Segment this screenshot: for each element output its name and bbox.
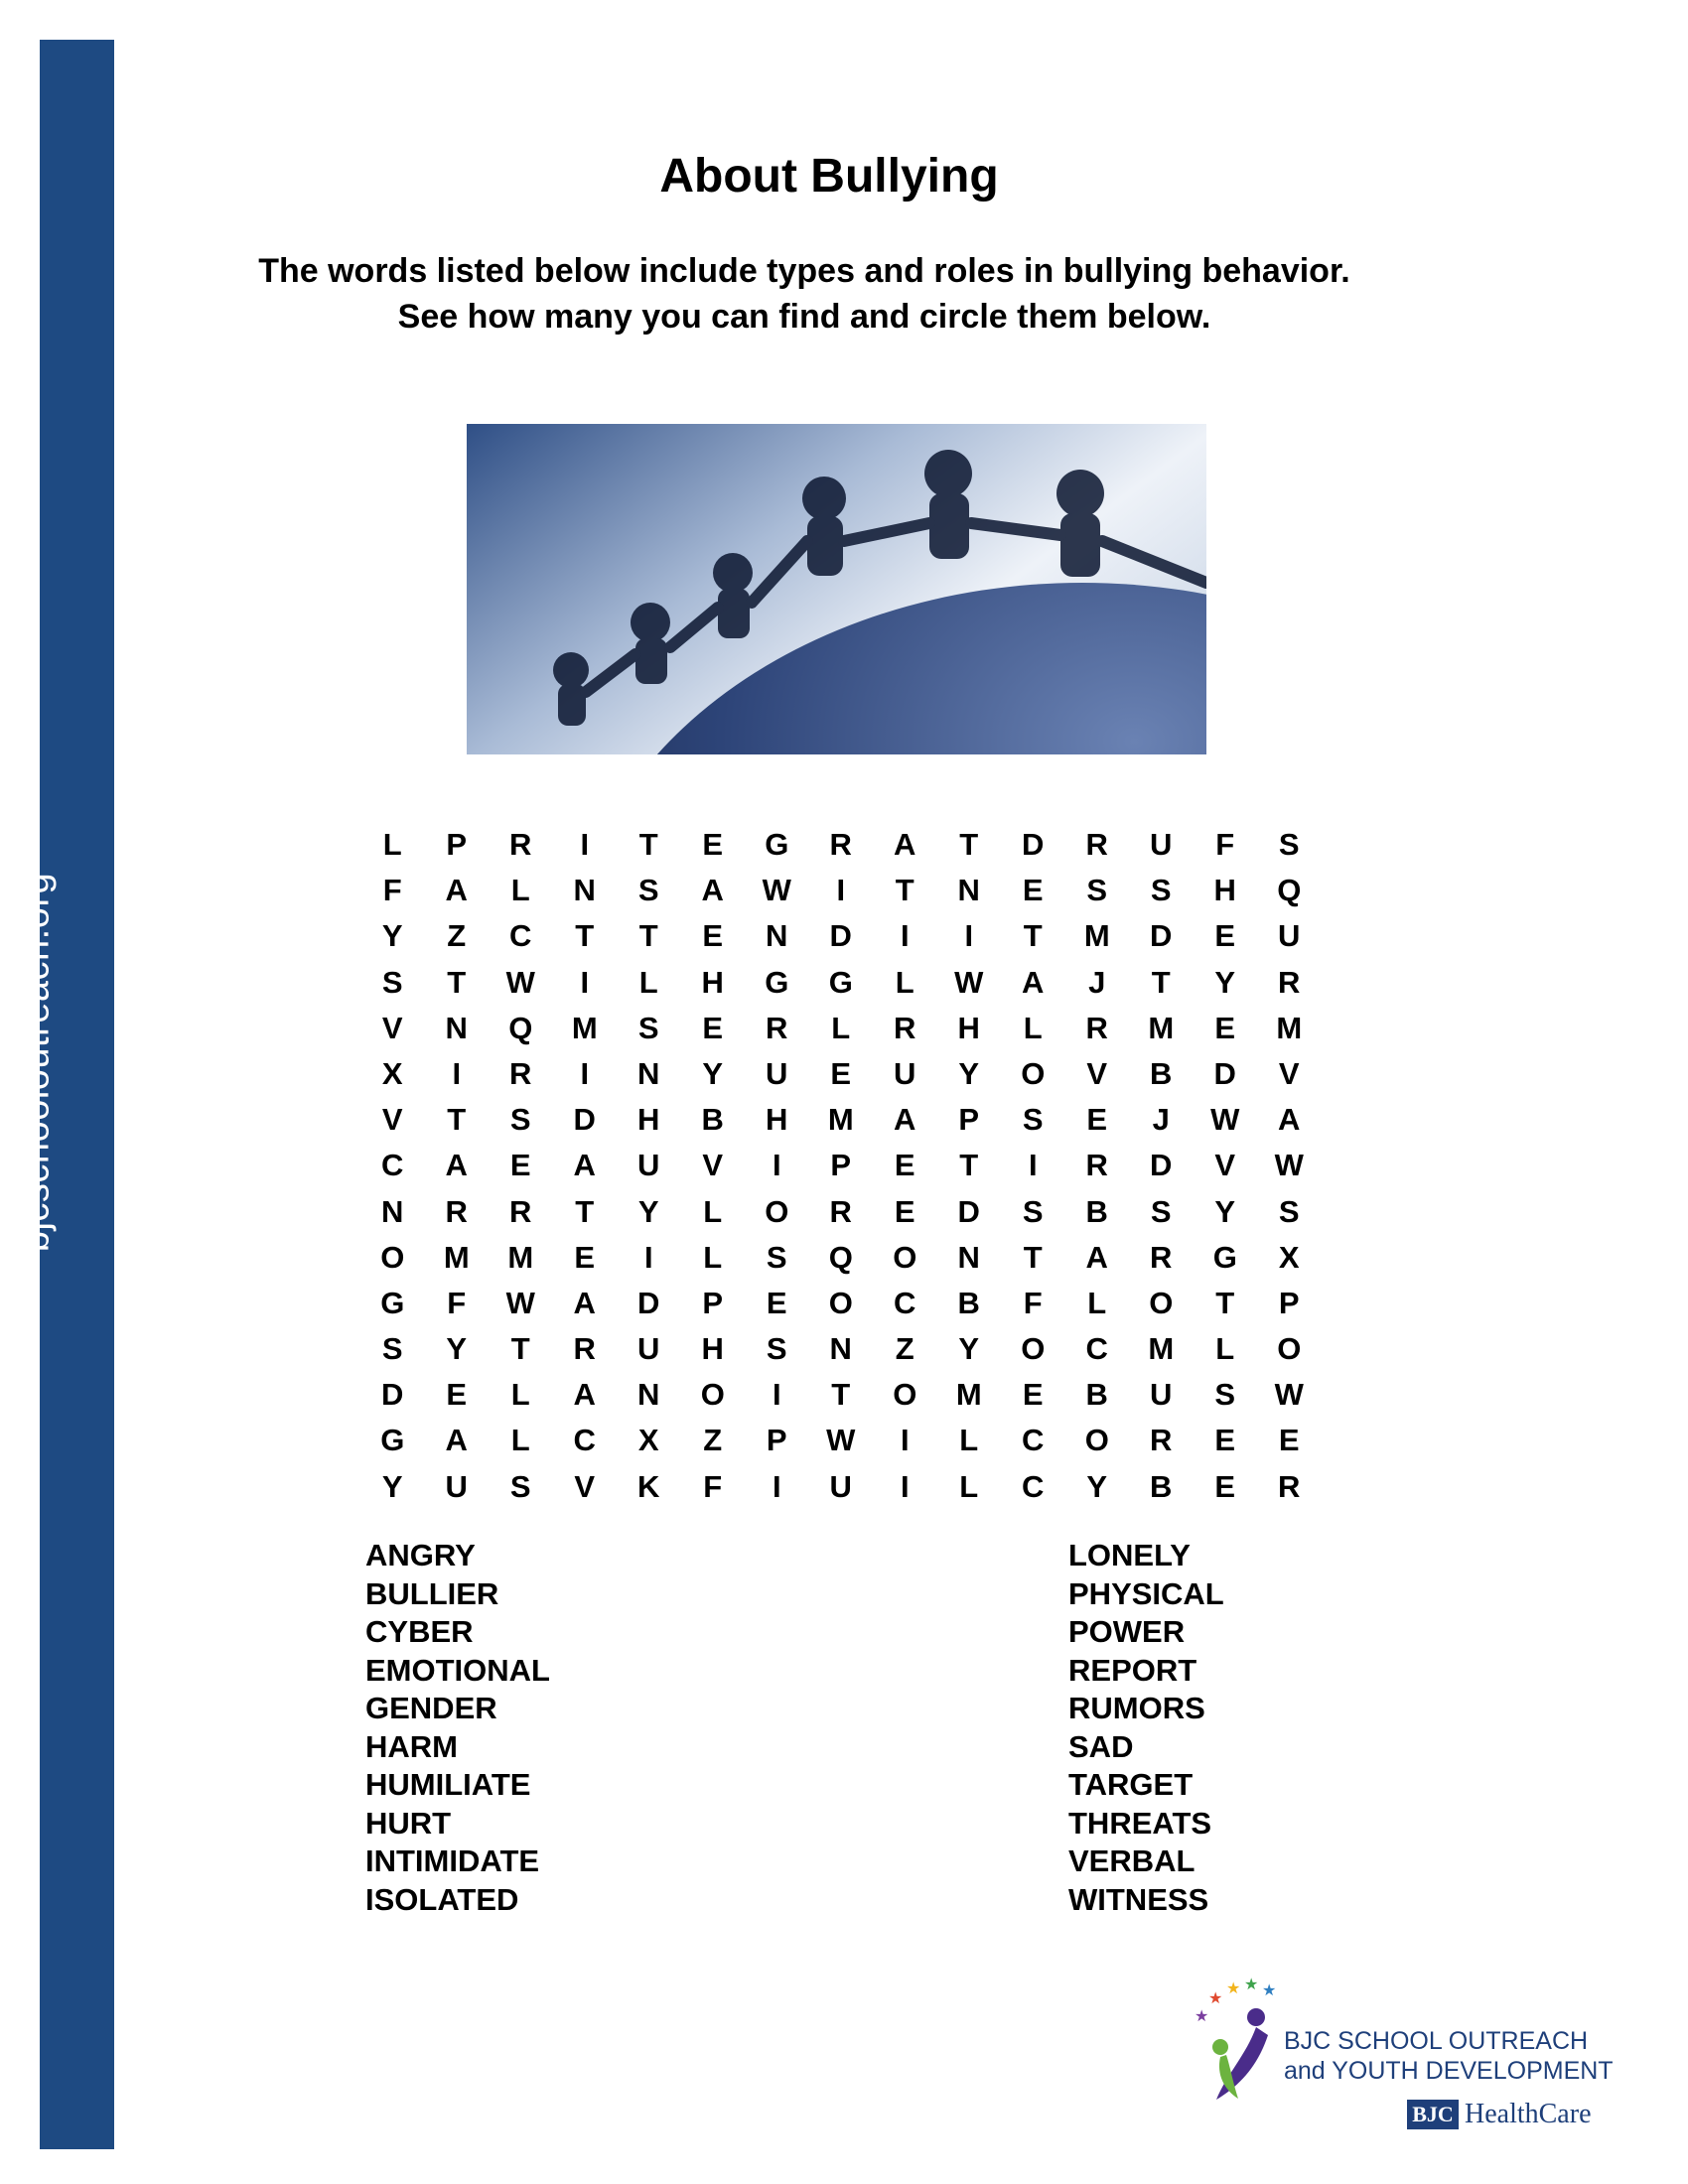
word-list-item: GENDER [365,1691,497,1725]
puzzle-cell[interactable]: E [509,1148,531,1183]
puzzle-cell[interactable]: V [1214,1148,1236,1183]
puzzle-cell[interactable]: T [638,827,658,862]
puzzle-cell[interactable]: C [1022,1468,1045,1504]
puzzle-cell[interactable]: S [381,1331,403,1367]
puzzle-cell[interactable]: E [574,1239,596,1275]
puzzle-cell[interactable]: E [1214,1010,1236,1045]
puzzle-cell[interactable]: S [509,1468,531,1504]
puzzle-cell[interactable]: R [1278,964,1301,1000]
puzzle-cell[interactable]: T [959,827,979,862]
puzzle-cell[interactable]: V [1278,1055,1300,1091]
puzzle-cell[interactable]: I [580,827,590,862]
puzzle-cell[interactable]: N [637,1055,660,1091]
puzzle-cell[interactable]: M [1148,1331,1175,1367]
puzzle-cell[interactable]: T [1023,918,1043,954]
puzzle-cell[interactable]: F [382,873,402,908]
puzzle-cell[interactable]: T [1151,964,1171,1000]
puzzle-cell[interactable]: T [959,1148,979,1183]
puzzle-cell[interactable]: H [1213,873,1236,908]
word-list-item: TARGET [1068,1767,1194,1802]
puzzle-cell[interactable]: N [637,1377,660,1413]
puzzle-cell[interactable]: L [510,873,530,908]
puzzle-cell[interactable]: R [509,827,532,862]
puzzle-cell[interactable]: R [1085,1010,1108,1045]
puzzle-cell[interactable]: V [1086,1055,1108,1091]
puzzle-cell[interactable]: A [701,873,724,908]
puzzle-cell[interactable]: M [1276,1010,1303,1045]
puzzle-cell[interactable]: O [765,1193,789,1229]
puzzle-cell[interactable]: L [1023,1010,1043,1045]
puzzle-cell[interactable]: G [1212,1239,1237,1275]
puzzle-cell[interactable]: S [637,1010,659,1045]
puzzle-cell[interactable]: B [957,1285,980,1320]
puzzle-cell[interactable]: S [1150,1193,1172,1229]
puzzle-cell[interactable]: R [1150,1423,1173,1458]
puzzle-cell[interactable]: X [1278,1239,1300,1275]
svg-text:★: ★ [1226,1979,1241,1997]
word-list-item: VERBAL [1068,1843,1196,1878]
puzzle-cell[interactable]: L [638,964,658,1000]
puzzle-cell[interactable]: S [1214,1377,1236,1413]
puzzle-cell[interactable]: U [637,1148,660,1183]
sidebar-url-text: bjcschooloutreach.org [15,872,58,1253]
word-list-item: THREATS [1068,1805,1212,1841]
puzzle-cell[interactable]: S [1278,827,1300,862]
puzzle-cell[interactable]: O [1277,1331,1302,1367]
puzzle-cell[interactable]: N [445,1010,468,1045]
puzzle-cell[interactable]: A [573,1377,596,1413]
word-list-item: BULLIER [365,1575,499,1611]
puzzle-cell[interactable]: L [959,1468,979,1504]
puzzle-cell[interactable]: T [447,964,467,1000]
puzzle-cell[interactable]: R [1150,1239,1173,1275]
word-search-grid[interactable] [360,822,1322,1510]
puzzle-cell[interactable]: U [829,1468,852,1504]
puzzle-cell[interactable]: E [1214,1468,1236,1504]
puzzle-cell[interactable]: M [1148,1010,1175,1045]
puzzle-cell[interactable]: P [830,1148,852,1183]
puzzle-cell[interactable]: S [509,1102,531,1138]
puzzle-cell[interactable]: Y [958,1331,980,1367]
puzzle-cell[interactable]: T [1215,1285,1235,1320]
puzzle-cell[interactable]: U [1150,827,1173,862]
puzzle-cell[interactable]: Q [828,1239,853,1275]
puzzle-cell[interactable]: I [580,1055,590,1091]
stars-figure-icon [1187,1976,1286,2105]
puzzle-cell[interactable]: J [1152,1102,1170,1138]
puzzle-cell[interactable]: D [1150,918,1173,954]
word-list-item: ISOLATED [365,1881,519,1917]
puzzle-cell[interactable]: L [382,827,402,862]
puzzle-cell[interactable]: Q [1277,873,1302,908]
puzzle-cell[interactable]: N [957,1239,980,1275]
puzzle-cell[interactable]: N [829,1331,852,1367]
bjc-logo [1187,1976,1614,2134]
puzzle-cell[interactable]: N [573,873,596,908]
puzzle-cell[interactable]: S [1022,1193,1044,1229]
puzzle-cell[interactable]: W [762,873,791,908]
puzzle-cell[interactable]: Y [446,1331,468,1367]
puzzle-cell[interactable]: E [894,1193,915,1229]
puzzle-cell[interactable]: L [1087,1285,1107,1320]
puzzle-cell[interactable]: S [766,1331,787,1367]
puzzle-cell[interactable]: B [1085,1377,1108,1413]
word-list-item: REPORT [1068,1652,1197,1688]
puzzle-cell[interactable]: L [510,1423,530,1458]
puzzle-cell[interactable]: Y [1214,1193,1236,1229]
svg-text:★: ★ [1208,1988,1223,2007]
puzzle-cell[interactable]: I [772,1148,781,1183]
word-list-item: CYBER [365,1614,474,1649]
puzzle-cell[interactable]: T [638,918,658,954]
word-list-item: HUMILIATE [365,1767,531,1802]
puzzle-cell[interactable]: I [836,873,846,908]
puzzle-cell[interactable]: L [703,1239,723,1275]
puzzle-cell[interactable]: E [1278,1423,1300,1458]
puzzle-cell[interactable]: M [827,1102,854,1138]
puzzle-cell[interactable]: W [1274,1377,1304,1413]
word-list-item: LONELY [1068,1538,1191,1572]
puzzle-cell[interactable]: W [826,1423,856,1458]
puzzle-cell[interactable]: T [575,918,595,954]
puzzle-cell[interactable]: Q [508,1010,533,1045]
puzzle-cell[interactable]: O [1084,1423,1109,1458]
svg-text:★: ★ [1244,1976,1259,1993]
puzzle-cell[interactable]: A [445,873,468,908]
puzzle-cell[interactable]: A [894,1102,916,1138]
puzzle-cell[interactable]: S [1022,1102,1044,1138]
puzzle-cell[interactable]: C [509,918,532,954]
puzzle-cell[interactable]: P [1278,1285,1300,1320]
puzzle-cell[interactable]: E [702,827,724,862]
puzzle-cell[interactable]: T [575,1193,595,1229]
puzzle-cell[interactable]: N [957,873,980,908]
word-list-item: RUMORS [1068,1691,1205,1725]
puzzle-cell[interactable]: A [1278,1102,1301,1138]
puzzle-cell[interactable]: G [765,827,789,862]
puzzle-cell[interactable]: O [828,1285,853,1320]
puzzle-cell[interactable]: G [380,1423,405,1458]
puzzle-cell[interactable]: Z [447,918,467,954]
healthcare-text: HealthCare [1465,2099,1592,2129]
puzzle-cell[interactable]: H [701,1331,724,1367]
puzzle-cell[interactable]: P [446,827,468,862]
puzzle-cell[interactable]: Y [1086,1468,1108,1504]
puzzle-cell[interactable]: V [381,1102,403,1138]
word-list-item: HURT [365,1805,452,1841]
puzzle-cell[interactable]: B [701,1102,724,1138]
puzzle-cell[interactable]: O [700,1377,725,1413]
puzzle-cell[interactable]: A [445,1423,468,1458]
puzzle-cell[interactable]: I [772,1377,781,1413]
puzzle-cell[interactable]: A [894,827,916,862]
puzzle-cell[interactable]: O [380,1239,405,1275]
puzzle-cell[interactable]: S [637,873,659,908]
puzzle-cell[interactable]: E [766,1285,787,1320]
puzzle-cell[interactable]: R [829,827,852,862]
puzzle-cell[interactable]: U [1278,918,1301,954]
puzzle-cell[interactable]: S [1150,873,1172,908]
puzzle-cell[interactable]: O [893,1239,917,1275]
puzzle-cell[interactable]: T [831,1377,851,1413]
puzzle-cell[interactable]: I [900,1423,910,1458]
puzzle-cell[interactable]: R [1085,1148,1108,1183]
puzzle-cell[interactable]: M [443,1239,470,1275]
puzzle-cell[interactable]: X [637,1423,659,1458]
puzzle-cell[interactable]: K [637,1468,660,1504]
puzzle-cell[interactable]: D [1150,1148,1173,1183]
instructions-line-1: The words listed below include types and roles in bullying behavior. [258,252,1350,290]
logo-line-2: and YOUTH DEVELOPMENT [1284,2057,1614,2085]
puzzle-cell[interactable]: D [381,1377,404,1413]
puzzle-cell[interactable]: P [766,1423,787,1458]
puzzle-cell[interactable]: O [1021,1331,1046,1367]
puzzle-cell[interactable]: C [381,1148,404,1183]
puzzle-cell[interactable]: A [573,1148,596,1183]
word-list-item: PHYSICAL [1068,1575,1224,1611]
page-title: About Bullying [659,150,999,203]
puzzle-cell[interactable]: P [958,1102,980,1138]
puzzle-cell[interactable]: A [1022,964,1045,1000]
puzzle-cell[interactable]: C [573,1423,596,1458]
puzzle-cell[interactable]: H [766,1102,788,1138]
puzzle-cell[interactable]: E [1022,1377,1044,1413]
word-list-right [1068,1537,1224,1919]
puzzle-cell[interactable]: U [637,1331,660,1367]
puzzle-cell[interactable]: Y [637,1193,659,1229]
puzzle-cell[interactable]: E [1022,873,1044,908]
instructions-line-2: See how many you can find and circle them below. [397,298,1211,336]
puzzle-cell[interactable]: A [573,1285,596,1320]
puzzle-cell[interactable]: I [964,918,974,954]
puzzle-cell[interactable]: E [446,1377,468,1413]
puzzle-cell[interactable]: R [509,1193,532,1229]
puzzle-cell[interactable]: O [1021,1055,1046,1091]
puzzle-cell[interactable]: F [703,1468,723,1504]
svg-text:★: ★ [1195,2006,1209,2025]
puzzle-cell[interactable]: A [1085,1239,1108,1275]
puzzle-cell[interactable]: F [1215,827,1235,862]
puzzle-cell[interactable]: W [1274,1148,1304,1183]
puzzle-cell[interactable]: Y [1214,964,1236,1000]
puzzle-cell[interactable]: E [702,918,724,954]
puzzle-cell[interactable]: Y [958,1055,980,1091]
puzzle-cell[interactable]: W [954,964,984,1000]
puzzle-cell[interactable]: G [765,964,789,1000]
puzzle-cell[interactable]: U [894,1055,916,1091]
puzzle-cell[interactable]: C [1022,1423,1045,1458]
puzzle-cell[interactable]: L [703,1193,723,1229]
puzzle-cell[interactable]: O [1149,1285,1174,1320]
puzzle-cell[interactable]: F [447,1285,467,1320]
puzzle-cell[interactable]: W [505,964,535,1000]
puzzle-cell[interactable]: Y [381,918,403,954]
puzzle-cell[interactable]: Z [703,1423,723,1458]
puzzle-cell[interactable]: L [1215,1331,1235,1367]
word-list-item: SAD [1068,1728,1134,1764]
puzzle-cell[interactable]: D [573,1102,596,1138]
puzzle-cell[interactable]: L [959,1423,979,1458]
puzzle-cell[interactable]: B [1150,1055,1173,1091]
puzzle-cell[interactable]: I [452,1055,462,1091]
svg-text:★: ★ [1262,1980,1277,1999]
puzzle-cell[interactable]: S [766,1239,787,1275]
puzzle-cell[interactable]: E [830,1055,852,1091]
puzzle-cell[interactable]: I [643,1239,653,1275]
puzzle-cell[interactable]: T [1023,1239,1043,1275]
logo-line-1: BJC SCHOOL OUTREACH [1284,2027,1589,2055]
puzzle-cell[interactable]: G [828,964,853,1000]
puzzle-cell[interactable]: U [766,1055,788,1091]
puzzle-cell[interactable]: S [1278,1193,1300,1229]
puzzle-cell[interactable]: E [894,1148,915,1183]
puzzle-cell[interactable]: E [1086,1102,1108,1138]
puzzle-cell[interactable]: D [957,1193,980,1229]
puzzle-cell[interactable]: R [829,1193,852,1229]
puzzle-cell[interactable]: M [507,1239,534,1275]
puzzle-cell[interactable]: B [1150,1468,1173,1504]
puzzle-cell[interactable]: R [445,1193,468,1229]
puzzle-cell[interactable]: D [1213,1055,1236,1091]
puzzle-cell[interactable]: I [580,964,590,1000]
puzzle-cell[interactable]: R [766,1010,788,1045]
puzzle-cell[interactable]: M [1083,918,1110,954]
word-list-item: ANGRY [365,1538,476,1572]
puzzle-cell[interactable]: I [1028,1148,1038,1183]
puzzle-cell[interactable]: N [766,918,788,954]
puzzle-cell[interactable]: R [894,1010,916,1045]
puzzle-cell[interactable]: V [574,1468,596,1504]
puzzle-cell[interactable]: T [895,873,914,908]
puzzle-cell[interactable]: H [637,1102,660,1138]
puzzle-cell[interactable]: I [900,1468,910,1504]
puzzle-cell[interactable]: R [1278,1468,1301,1504]
hero-image-paper-people-globe [467,424,1206,754]
word-list-item: HARM [365,1728,458,1764]
puzzle-cell[interactable]: C [894,1285,916,1320]
puzzle-cell[interactable]: M [571,1010,598,1045]
word-list-left [365,1537,550,1919]
puzzle-cell[interactable]: Z [895,1331,914,1367]
puzzle-cell[interactable]: N [381,1193,404,1229]
puzzle-cell[interactable]: E [702,1010,724,1045]
puzzle-cell[interactable]: O [893,1377,917,1413]
puzzle-cell[interactable]: E [1214,918,1236,954]
puzzle-cell[interactable]: U [445,1468,468,1504]
puzzle-cell[interactable]: R [1085,827,1108,862]
puzzle-cell[interactable]: D [1022,827,1045,862]
puzzle-cell[interactable]: Y [702,1055,724,1091]
puzzle-cell[interactable]: H [957,1010,980,1045]
word-list-item: POWER [1068,1614,1186,1649]
puzzle-cell[interactable]: I [900,918,910,954]
word-list-item: EMOTIONAL [365,1652,550,1688]
word-list-item: INTIMIDATE [365,1843,540,1878]
puzzle-cell[interactable]: B [1085,1193,1108,1229]
puzzle-cell[interactable]: E [1214,1423,1236,1458]
puzzle-cell[interactable]: L [895,964,914,1000]
puzzle-cell[interactable]: D [637,1285,660,1320]
puzzle-cell[interactable]: I [772,1468,781,1504]
puzzle-cell[interactable]: L [831,1010,851,1045]
puzzle-cell[interactable]: M [955,1377,982,1413]
puzzle-cell[interactable]: V [702,1148,724,1183]
puzzle-cell[interactable]: Y [381,1468,403,1504]
puzzle-cell[interactable]: W [505,1285,535,1320]
instructions [139,248,1470,340]
puzzle-cell[interactable]: P [702,1285,724,1320]
puzzle-cell[interactable]: C [1085,1331,1108,1367]
puzzle-cell[interactable]: S [1086,873,1108,908]
puzzle-cell[interactable]: T [447,1102,467,1138]
puzzle-cell[interactable]: X [381,1055,403,1091]
puzzle-cell[interactable]: G [380,1285,405,1320]
word-list-item: WITNESS [1068,1881,1209,1917]
puzzle-cell[interactable]: S [381,964,403,1000]
puzzle-cell[interactable]: U [1150,1377,1173,1413]
puzzle-cell[interactable]: D [829,918,852,954]
puzzle-cell[interactable]: L [510,1377,530,1413]
puzzle-cell[interactable]: A [445,1148,468,1183]
puzzle-cell[interactable]: J [1088,964,1106,1000]
bjc-badge: BJC [1407,2100,1459,2129]
puzzle-cell[interactable]: R [573,1331,596,1367]
puzzle-cell[interactable]: H [701,964,724,1000]
puzzle-cell[interactable]: V [381,1010,403,1045]
puzzle-cell[interactable]: W [1210,1102,1240,1138]
puzzle-cell[interactable]: T [510,1331,530,1367]
puzzle-cell[interactable]: R [509,1055,532,1091]
puzzle-cell[interactable]: F [1023,1285,1043,1320]
